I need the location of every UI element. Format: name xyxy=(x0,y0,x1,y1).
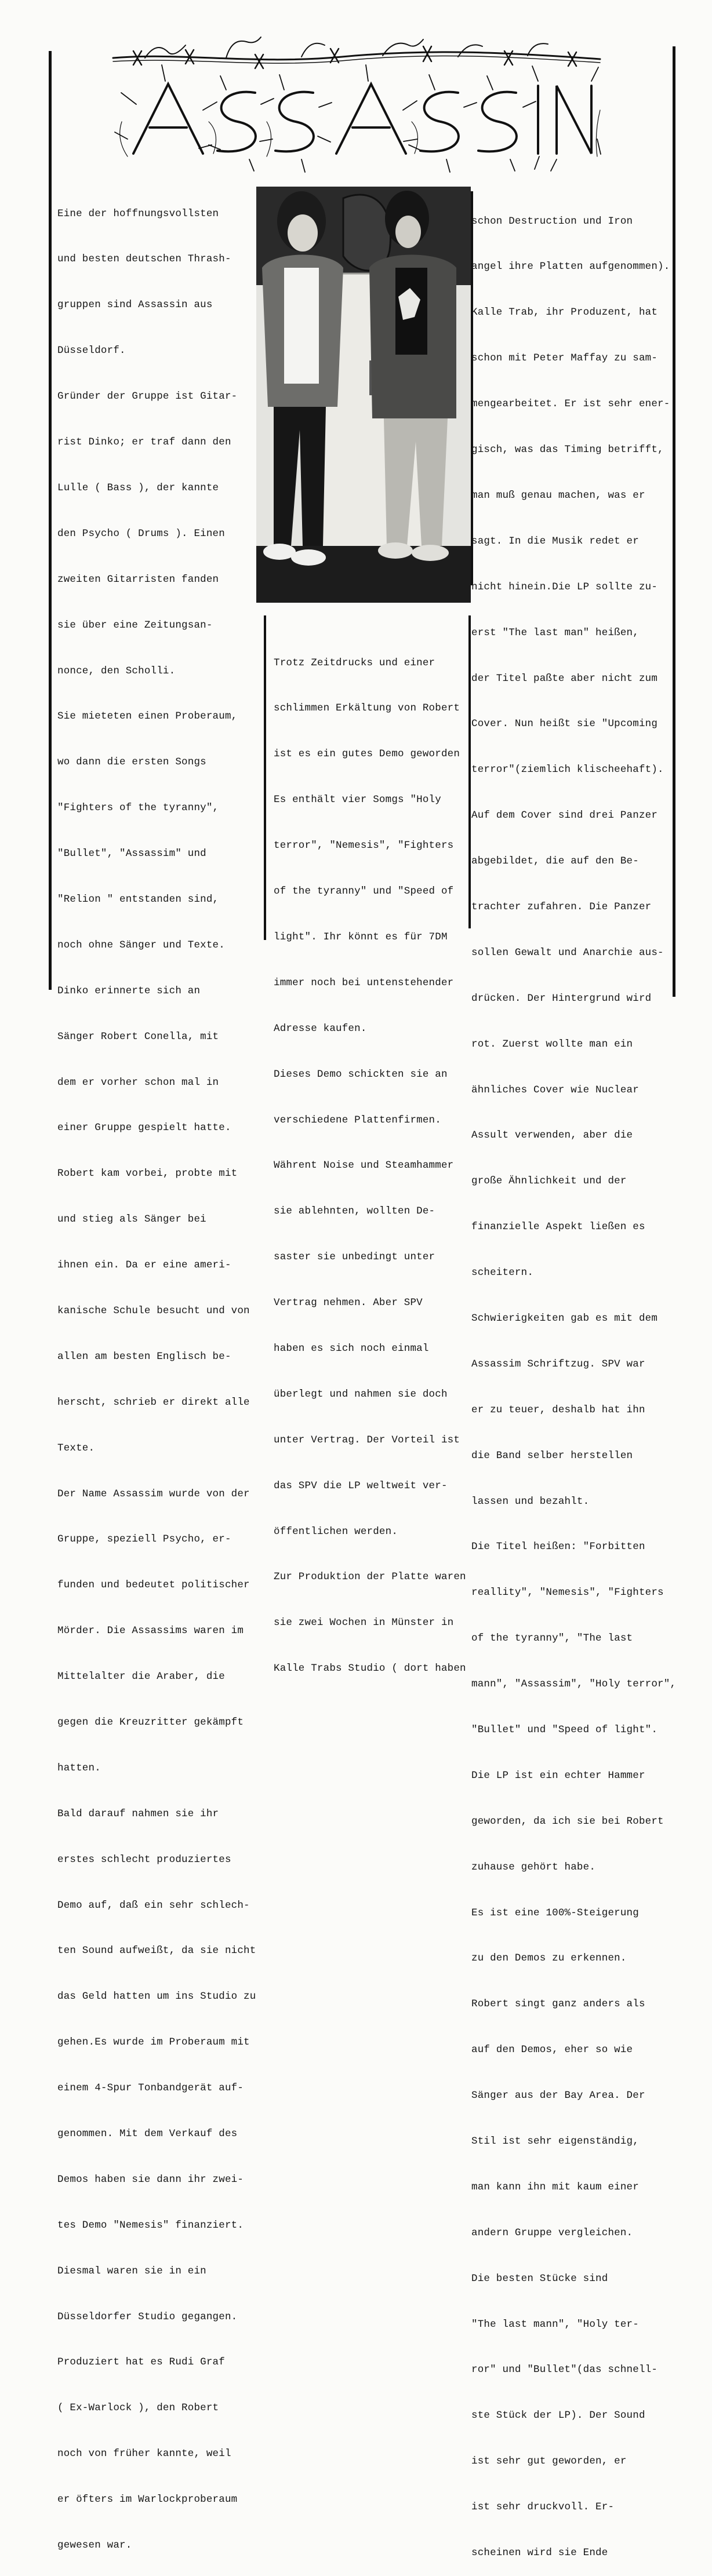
text-line: Kalle Trabs Studio ( dort haben xyxy=(274,1663,466,1675)
text-line: trachter zufahren. Die Panzer xyxy=(471,901,652,913)
text-line: Mörder. Die Assassims waren im xyxy=(57,1625,244,1637)
text-line: reallity", "Nemesis", "Fighters xyxy=(471,1587,664,1599)
text-line: öffentlichen werden. xyxy=(274,1525,398,1537)
text-line: Währent Noise und Steamhammer xyxy=(274,1160,454,1172)
text-line: sie zwei Wochen in Münster in xyxy=(274,1617,454,1629)
text-line: erstes schlecht produziertes xyxy=(57,1853,231,1865)
text-line: sie über eine Zeitungsan- xyxy=(57,619,213,631)
text-line: terror"(ziemlich klischeehaft). xyxy=(471,764,664,776)
text-line: Gründer der Gruppe ist Gitar- xyxy=(57,391,238,403)
band-photo xyxy=(256,187,471,603)
text-line: finanzielle Aspekt ließen es xyxy=(471,1221,645,1233)
text-line: man muß genau machen, was er xyxy=(471,489,645,501)
text-line: ist sehr gut geworden, er xyxy=(471,2455,627,2468)
text-line: Sie mieteten einen Proberaum, xyxy=(57,711,238,723)
text-line: ror" und "Bullet"(das schnell- xyxy=(471,2364,658,2376)
text-line: und besten deutschen Thrash- xyxy=(57,253,231,265)
text-line: Bald darauf nahmen sie ihr xyxy=(57,1808,219,1820)
text-line: Assassim Schriftzug. SPV war xyxy=(471,1358,645,1370)
text-line: gisch, was das Timing betrifft, xyxy=(471,444,664,456)
text-line: gruppen sind Assassin aus xyxy=(57,299,213,311)
text-line: terror", "Nemesis", "Fighters xyxy=(274,840,454,852)
text-line: rot. Zuerst wollte man ein xyxy=(471,1038,633,1050)
text-line: allen am besten Englisch be- xyxy=(57,1350,231,1362)
text-line: scheitern. xyxy=(471,1267,534,1279)
text-line: Assult verwenden, aber die xyxy=(471,1129,633,1142)
text-line: das SPV die LP weltweit ver- xyxy=(274,1480,448,1492)
text-line: Lulle ( Bass ), der kannte xyxy=(57,482,219,494)
text-line: of the tyranny" und "Speed of xyxy=(274,886,454,898)
text-line: "Fighters of the tyranny", xyxy=(57,802,219,814)
text-line: Die Titel heißen: "Forbitten xyxy=(471,1541,645,1553)
text-line: "Relion " entstanden sind, xyxy=(57,893,219,905)
text-line: nicht hinein.Die LP sollte zu- xyxy=(471,581,658,593)
text-line: ist es ein gutes Demo geworden xyxy=(274,748,460,760)
band-logo xyxy=(110,35,603,174)
text-line: Zur Produktion der Platte waren xyxy=(274,1571,466,1583)
text-line: er öfters im Warlockproberaum xyxy=(57,2494,238,2506)
text-line: Die besten Stücke sind xyxy=(471,2272,608,2284)
text-line: auf den Demos, eher so wie xyxy=(471,2044,633,2056)
text-line: ihnen ein. Da er eine ameri- xyxy=(57,1259,231,1271)
text-line: schon Destruction und Iron xyxy=(471,215,633,227)
text-line: ten Sound aufweißt, da sie nicht xyxy=(57,1945,256,1957)
text-line: "Bullet" und "Speed of light". xyxy=(471,1724,658,1736)
text-line: geworden, da ich sie bei Robert xyxy=(471,1815,664,1827)
text-line: Texte. xyxy=(57,1442,95,1454)
text-line: Die LP ist ein echter Hammer xyxy=(471,1769,645,1781)
text-line: der Titel paßte aber nicht zum xyxy=(471,672,658,684)
text-line: Kalle Trab, ihr Produzent, hat xyxy=(471,307,658,319)
text-line: Cover. Nun heißt sie "Upcoming xyxy=(471,718,658,730)
text-line: Robert singt ganz anders als xyxy=(471,1998,645,2010)
text-line: gewesen war. xyxy=(57,2539,132,2552)
text-line: ste Stück der LP). Der Sound xyxy=(471,2410,645,2422)
text-line: Schwierigkeiten gab es mit dem xyxy=(471,1312,658,1324)
text-line: große Ähnlichkeit und der xyxy=(471,1175,627,1187)
text-line: Gruppe, speziell Psycho, er- xyxy=(57,1533,231,1546)
text-line: Demo auf, daß ein sehr schlech- xyxy=(57,1899,250,1911)
text-line: den Psycho ( Drums ). Einen xyxy=(57,527,225,540)
text-line: Dinko erinnerte sich an xyxy=(57,985,201,997)
text-line: er zu teuer, deshalb hat ihn xyxy=(471,1404,645,1416)
text-line: Demos haben sie dann ihr zwei- xyxy=(57,2173,244,2185)
text-line: Dieses Demo schickten sie an xyxy=(274,1068,448,1080)
text-line: Diesmal waren sie in ein xyxy=(57,2265,206,2277)
text-line: lassen und bezahlt. xyxy=(471,1495,590,1507)
text-line: gehen.Es wurde im Proberaum mit xyxy=(57,2036,250,2049)
text-line: rist Dinko; er traf dann den xyxy=(57,436,231,449)
column-divider-left xyxy=(264,615,266,940)
text-line: sagt. In die Musik redet er xyxy=(471,535,639,547)
text-line: Sänger aus der Bay Area. Der xyxy=(471,2090,645,2102)
article-column-middle xyxy=(274,625,466,1692)
text-line: einem 4-Spur Tonbandgerät auf- xyxy=(57,2082,244,2094)
text-line: hatten. xyxy=(57,1762,101,1774)
text-line: und stieg als Sänger bei xyxy=(57,1214,206,1226)
text-line: Sänger Robert Conella, mit xyxy=(57,1030,219,1043)
text-line: erst "The last man" heißen, xyxy=(471,626,639,639)
text-line: light". Ihr könnt es für 7DM xyxy=(274,931,448,943)
text-line: nonce, den Scholli. xyxy=(57,665,176,677)
text-line: zu den Demos zu erkennen. xyxy=(471,1952,627,1965)
text-line: herscht, schrieb er direkt alle xyxy=(57,1396,250,1408)
text-line: Mittelalter die Araber, die xyxy=(57,1671,225,1683)
text-line: scheinen wird sie Ende xyxy=(471,2547,608,2559)
text-line: Der Name Assassim wurde von der xyxy=(57,1488,250,1500)
column-divider-right xyxy=(468,615,471,928)
text-line: "The last mann", "Holy ter- xyxy=(471,2318,639,2330)
text-line: das Geld hatten um ins Studio zu xyxy=(57,1991,256,2003)
text-line: sollen Gewalt und Anarchie aus- xyxy=(471,946,664,959)
text-line: Robert kam vorbei, probte mit xyxy=(57,1168,238,1180)
text-line: zweiten Gitarristen fanden xyxy=(57,573,219,585)
text-line: ist sehr druckvoll. Er- xyxy=(471,2501,615,2513)
text-line: kanische Schule besucht und von xyxy=(57,1305,250,1317)
left-margin-rule xyxy=(49,51,52,990)
text-line: Trotz Zeitdrucks und einer xyxy=(274,657,435,669)
text-line: Es ist eine 100%-Steigerung xyxy=(471,1907,639,1919)
text-line: andern Gruppe vergleichen. xyxy=(471,2227,633,2239)
text-line: man kann ihn mit kaum einer xyxy=(471,2181,639,2193)
text-line: unter Vertrag. Der Vorteil ist xyxy=(274,1434,460,1446)
text-line: angel ihre Platten aufgenommen). xyxy=(471,261,670,273)
text-line: genommen. Mit dem Verkauf des xyxy=(57,2128,238,2140)
text-line: gegen die Kreuzritter gekämpft xyxy=(57,1716,244,1728)
text-line: die Band selber herstellen xyxy=(471,1449,633,1462)
text-line: of the tyranny", "The last xyxy=(471,1633,633,1645)
text-line: Stil ist sehr eigenständig, xyxy=(471,2136,639,2147)
text-line: überlegt und nahmen sie doch xyxy=(274,1388,448,1400)
text-line: einer Gruppe gespielt hatte. xyxy=(57,1122,231,1134)
text-line: zuhause gehört habe. xyxy=(471,1861,596,1873)
text-line: haben es sich noch einmal xyxy=(274,1342,429,1354)
text-line: funden und bedeutet politischer xyxy=(57,1579,250,1591)
text-line: schon mit Peter Maffay zu sam- xyxy=(471,352,658,365)
text-line: sie ablehnten, wollten De- xyxy=(274,1205,435,1218)
text-line: wo dann die ersten Songs xyxy=(57,756,206,768)
text-line: Eine der hoffnungsvollsten xyxy=(57,207,219,220)
text-line: Auf dem Cover sind drei Panzer xyxy=(471,810,658,822)
text-line: ( Ex-Warlock ), den Robert xyxy=(57,2402,219,2414)
text-line: saster sie unbedingt unter xyxy=(274,1251,435,1263)
text-line: drücken. Der Hintergrund wird xyxy=(471,992,652,1004)
text-line: ähnliches Cover wie Nuclear xyxy=(471,1084,639,1096)
text-line: Vertrag nehmen. Aber SPV xyxy=(274,1297,423,1309)
text-line: schlimmen Erkältung von Robert xyxy=(274,702,460,715)
text-line: verschiedene Plattenfirmen. xyxy=(274,1114,441,1126)
text-line: dem er vorher schon mal in xyxy=(57,1076,219,1088)
text-line: noch ohne Sänger und Texte. xyxy=(57,939,225,951)
article-column-left xyxy=(57,176,256,2568)
text-line: immer noch bei untenstehender xyxy=(274,977,454,989)
text-line: "Bullet", "Assassim" und xyxy=(57,848,206,860)
text-line: noch von früher kannte, weil xyxy=(57,2448,231,2460)
text-line: mann", "Assassim", "Holy terror", xyxy=(471,1678,677,1690)
text-line: Düsseldorf. xyxy=(57,345,126,357)
text-line: Es enthält vier Somgs "Holy xyxy=(274,794,441,806)
text-line: Adresse kaufen. xyxy=(274,1022,367,1034)
text-line: abgebildet, die auf den Be- xyxy=(471,855,639,868)
article-column-right xyxy=(471,183,676,2576)
text-line: tes Demo "Nemesis" finanziert. xyxy=(57,2219,244,2231)
text-line: Produziert hat es Rudi Graf xyxy=(57,2356,225,2369)
text-line: mengearbeitet. Er ist sehr ener- xyxy=(471,398,670,410)
text-line: Düsseldorfer Studio gegangen. xyxy=(57,2311,238,2323)
